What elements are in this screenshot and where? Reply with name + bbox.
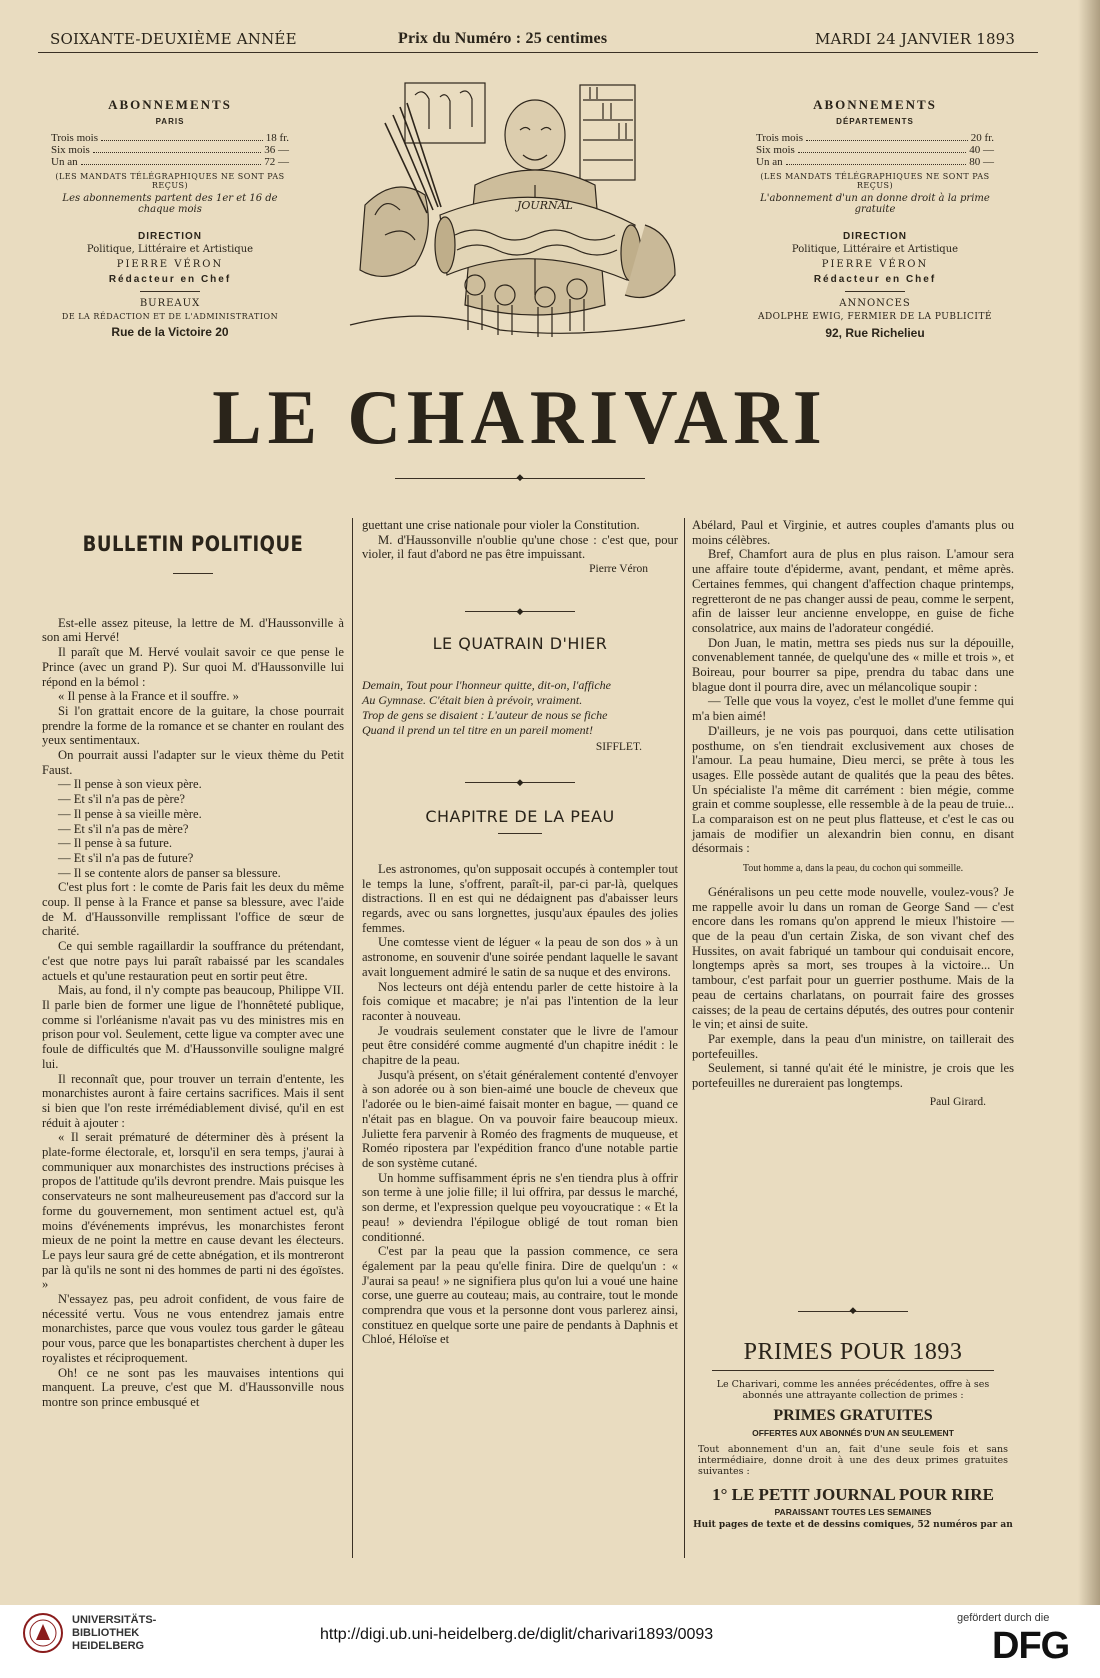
subscriptions-paris: [45, 97, 295, 339]
verse-line: Demain, Tout pour l'honneur quitte, dit-on, l'affiche: [362, 677, 612, 692]
bureaux-heading: BUREAUX: [139, 298, 201, 309]
direction-heading: DIRECTION: [138, 231, 202, 242]
paragraph: « Il serait prématuré de déterminer dès à présent la plate-forme électorale, et, lorsqu'il en sera temps, j'aurai à communiquer aux monarchistes des instructions précises à propos de l'attitude qu'ils devront prendre. Mais puisque les conservateurs ne sont malheureusement pas d'accord sur la forme du gouvernement, mon sentiment actuel est, qu'à moins d'événements imprévus, les monarchistes feront mieux de ne point la mettre en cause devant les électeurs. Le pays leur saura gré de cette abnégation, et ils montreront par là qu'ils ne sont ni des hommes de parti ni des égoïstes. »: [42, 1130, 344, 1292]
subscriptions-departements: [750, 97, 1000, 340]
funding-text: gefördert durch die: [957, 1612, 1050, 1624]
primes-announcement: [692, 1305, 1014, 1530]
rate-row: Trois mois 18 fr.: [51, 132, 289, 144]
bureaux-address: Rue de la Victoire 20: [111, 325, 229, 339]
paragraph: On pourrait aussi l'adapter sur le vieux thème du Petit Faust.: [42, 748, 344, 777]
quatrain-heading: LE QUATRAIN D'HIER: [432, 633, 608, 653]
paragraph: Oh! ce ne sont pas les mauvaises intentions qui manquent. La preuve, c'est que M. d'Haussonville nous montre son prince embusqué et: [42, 1365, 344, 1409]
paragraph: Bref, Chamfort aura de plus en plus raison. L'amour sera une affaire toute d'épiderme, avant, pendant, et même après. Certaines femmes, qui changent d'affection chaque printemps, regretteront de ne pas changer aussi de peau, comme le serpent, afin de laisser leur ancienne enveloppe, en guise de fiche consolatrice, aux mains de l'adorateur congédié.: [692, 547, 1014, 635]
editor-role: Rédacteur en Chef: [813, 274, 937, 285]
paragraph: — Et s'il n'a pas de future?: [58, 850, 194, 865]
direction-text: Politique, Littéraire et Artistique: [791, 244, 959, 255]
primes-subtitle: PRIMES GRATUITES: [773, 1407, 933, 1424]
paragraph: Seulement, si tanné qu'ait été le ministre, je crois que les portefeuilles ne dureraient pas longtemps.: [692, 1061, 1014, 1091]
paragraph: M. d'Haussonville n'oublie qu'une chose : c'est que, pour violer, il faut d'abord ne pas être impuissant.: [362, 532, 678, 562]
subs-heading: ABONNEMENTS: [813, 97, 937, 112]
bulletin-heading: BULLETIN POLITIQUE: [82, 531, 304, 557]
primes-offered: OFFERTES AUX ABONNÉS D'UN AN SEULEMENT: [752, 1428, 954, 1438]
column-middle: [362, 518, 678, 1347]
journal-banner: JOURNAL: [517, 199, 573, 212]
paragraph: Il reconnaît que, pour trouver un terrain d'entente, les monarchistes auront à faire certains sacrifices. Mais il sent si bien que l'on reste irrémédiablement divisé, qu'il en est réduit à ajouter :: [42, 1071, 344, 1130]
direction-heading: DIRECTION: [843, 231, 907, 242]
verse-line: Trop de gens se disaient : L'auteur de nous se fiche: [362, 707, 608, 722]
chapitre-heading: CHAPITRE DE LA PEAU: [425, 807, 615, 827]
date-label: MARDI 24 JANVIER 1893: [815, 30, 1016, 48]
editor-name: PIERRE VÉRON: [821, 259, 929, 270]
subs-heading: ABONNEMENTS: [108, 97, 232, 112]
paragraph: C'est par la peau que la passion commence, ce sera également par la peau qu'elle finira. Dire de quelqu'un : « J'aurai sa peau! » ne signifiera plus qu'on lui a voué une haine corse, une guerre au couteau; mais, au contraire, tout le monde comprendra que vous et la personne dont vous parlerez ainsi, constituez en quelque sorte une paire de pendants à Daphnis et Chloé, Héloïse et: [362, 1244, 678, 1347]
university-seal-icon: [22, 1612, 64, 1654]
paragraph: Je voudrais seulement constater que le livre de l'amour peut être considéré comme augmenté d'un chapitre inédit : le chapitre de la peau.: [362, 1023, 678, 1068]
primes-intro: Le Charivari, comme les années précédentes, offre à ses abonnés une attrayante collection de primes :: [716, 1379, 990, 1401]
column-rule: [684, 518, 685, 1558]
verse-line: Au Gymnase. C'était bien à prévoir, vraiment.: [362, 692, 583, 707]
paragraph: Si l'on grattait encore de la guitare, la chose pourrait prendre la forme de la romance et se chanter en roulant des yeux sentimentaux.: [42, 703, 344, 748]
library-name: UNIVERSITÄTS- BIBLIOTHEK HEIDELBERG: [72, 1614, 157, 1652]
paragraph: Ce qui semble ragaillardir la souffrance du prétendant, c'est que notre pays lui paraît rabaissé par les scandales actuels et qu'une restauration peut en sortir peut être.: [42, 939, 344, 983]
paragraph: guettant une crise nationale pour violer la Constitution.: [362, 518, 640, 532]
subs-start: Les abonnements partent des 1er et 16 de chaque mois: [62, 193, 278, 215]
verse-quote: Tout homme a, dans la peau, du cochon qui sommeille.: [742, 863, 964, 875]
editor-name: PIERRE VÉRON: [116, 259, 224, 270]
verse-line: Quand il prend un tel titre en un pareil moment!: [362, 722, 593, 737]
year-label: SOIXANTE-DEUXIÈME ANNÉE: [50, 30, 297, 48]
quatrain: [362, 678, 678, 738]
primes-terms: Tout abonnement d'un an, fait d'une seule fois et sans intermédiaire, donne droit à une des deux primes gratuites suivantes :: [698, 1444, 1008, 1477]
paragraph: Don Juan, le matin, mettra ses pieds nus sur la dépouille, convenablement tannée, de quelqu'une des « mille et trois », et Boireau, pour bourrer sa pipe, prendra du tabac dans une blague dont il pourra dire, avec un mélancolique soupir :: [692, 635, 1014, 694]
direction-text: Politique, Littéraire et Artistique: [86, 244, 254, 255]
paragraph: Nos lecteurs ont déjà entendu parler de cette histoire à la fois comique et macabre; je n'ai pas l'intention de la leur raconter à nouveau.: [362, 979, 678, 1023]
column-rule: [352, 518, 353, 1558]
editor-role: Rédacteur en Chef: [108, 274, 232, 285]
rate-row: Un an 72 —: [51, 156, 289, 168]
subs-note: (LES MANDATS TÉLÉGRAPHIQUES NE SONT PAS REÇUS): [55, 172, 285, 190]
paragraph: Jusqu'à présent, on s'était généralement contenté d'envoyer à son adorée ou à son bien-aimé une boucle de cheveux que l'adorée ou le bien-aimé faisait monter en bague, — quand ce n'était pas en blague. On va pouvoir faire beaucoup mieux. Juliette fera parvenir à Roméo des fragments de muqueuse, et Roméo ripostera par l'expédition franco d'une notable partie de son système cutané.: [362, 1067, 678, 1170]
paragraph: Un homme suffisamment épris ne s'en tiendra plus à offrir son terme à une jolie fille; il lui offrira, par dessus le marché, son derme, et l'expression quelque peu voyoucratique : « Et la peau! » deviendra l'épilogue obligé de tout roman bien conditionné.: [362, 1170, 678, 1244]
paragraph: C'est plus fort : le comte de Paris fait les deux du même coup. Il pense à la France et panse sa blessure, avec l'aide de M. d'Haussonville remplissant l'office de sœur de charité.: [42, 880, 344, 939]
rate-row: Trois mois 20 fr.: [756, 132, 994, 144]
primes-item-sub: PARAISSANT TOUTES LES SEMAINES: [774, 1507, 932, 1517]
paragraph: — Telle que vous la voyez, c'est le mollet d'une femme qui m'a bien aimé!: [692, 694, 1014, 724]
source-url[interactable]: http://digi.ub.uni-heidelberg.de/diglit/charivari1893/0093: [320, 1626, 714, 1643]
annonces-address: 92, Rue Richelieu: [825, 326, 925, 340]
signature: Pierre Véron: [589, 563, 648, 576]
paragraph: Mais, au fond, il n'y compte pas beaucoup, Philippe VII. Il parle bien de former une ligue de l'honnêteté publique, comme si l'orléanisme n'avait pas vu des ministres mis en prison pour vol. Seulement, cette ligue va compter avec une foule de difficultés que M. d'Haussonville souligne malgré lui.: [42, 983, 344, 1071]
paragraph: — Il pense à sa future.: [58, 836, 173, 851]
price-label: Prix du Numéro : 25 centimes: [398, 30, 608, 47]
paragraph: — Et s'il n'a pas de mère?: [58, 821, 189, 836]
paragraph: — Et s'il n'a pas de père?: [58, 792, 185, 807]
signature: SIFFLET.: [595, 740, 642, 753]
title-ornament: [395, 472, 645, 484]
paragraph: Généralisons un peu cette mode nouvelle, voulez-vous? Je me rappelle avoir lu dans un roman de George Sand — c'est encore dans les romans qu'on apprend le mieux l'histoire — que de la peau d'un certain Ziska, de son vivant chef des Hussites, on avait fabriqué un tambour qui conduisait encore, longtemps après sa mort, ses troupes à la victoire... Un tambour, c'est parfait pour un guerrier posthume. Mais de la peau de certains charlatans, on pourrait faire des grosses caisses; de la peau de certains députés, des outres pour contenir le vin; et ainsi de suite.: [692, 884, 1014, 1032]
rate-row: Six mois 36 —: [51, 144, 289, 156]
digitization-footer: [22, 1608, 1082, 1678]
masthead-illustration: [345, 75, 690, 345]
paragraph: D'ailleurs, je ne vois pas pourquoi, dans cette utilisation posthume, on s'en tiendrait exclusivement aux choses de l'amour. La peau humaine, Dieu merci, se prête à tous les usages. Elle possède autant de qualités que la peau des bêtes. Un spécialiste l'a même dit carrément : bien mégie, comme grain et comme souplesse, elle ressemble à de la peau de truie... La comparaison est on ne peut plus flatteuse, et c'est le cas ou jamais de modifier un alexandrin bien connu, en disant désormais :: [692, 723, 1014, 856]
dfg-logo: DFG: [992, 1625, 1070, 1667]
annonces-heading: ANNONCES: [839, 298, 911, 309]
column-right: [692, 518, 1014, 1109]
signature: Paul Girard.: [929, 1095, 986, 1108]
subs-start: L'abonnement d'un an donne droit à la prime gratuite: [760, 193, 990, 215]
paragraph: Par exemple, dans la peau d'un ministre, on taillerait des portefeuilles.: [692, 1031, 1014, 1061]
paragraph: Les astronomes, qu'on supposait occupés à contempler tout le temps la lune, s'offrent, paraît-il, par-ci par-là, quelques distractions. Il en est qui ne dédaignent pas d'abaisser leurs regards, avec ou sans lorgnettes, jusqu'aux épaules des jolies femmes.: [362, 861, 678, 935]
masthead-rule: [38, 52, 1038, 53]
paragraph: « Il pense à la France et il souffre. »: [58, 689, 239, 704]
rate-row: Un an 80 —: [756, 156, 994, 168]
paragraph: Est-elle assez piteuse, la lettre de M. d'Haussonville à son ami Hervé!: [42, 615, 344, 645]
annonces-text: ADOLPHE EWIG, FERMIER DE LA PUBLICITÉ: [757, 312, 993, 322]
rate-row: Six mois 40 —: [756, 144, 994, 156]
subs-note: (LES MANDATS TÉLÉGRAPHIQUES NE SONT PAS REÇUS): [760, 172, 990, 190]
column-bulletin: [42, 532, 344, 1410]
paragraph: Il paraît que M. Hervé voulait savoir ce que pense le Prince (avec un grand P). Sur quoi M. d'Haussonville lui répond en la bémol :: [42, 645, 344, 689]
paragraph: N'essayez pas, peu adroit confident, de vous faire de nécessité vertu. Vous ne vous entendrez jamais entre monarchistes, parce que vous voulez tous garder le gâteau pour vous, parce que les bonapartistes cherchent à duper les royalistes et réciproquement.: [42, 1292, 344, 1365]
paragraph: — Il pense à son vieux père.: [58, 777, 202, 792]
primes-title: PRIMES POUR 1893: [743, 1339, 963, 1365]
primes-item-desc: Huit pages de texte et de dessins comiques, 52 numéros par an: [693, 1520, 1013, 1530]
paragraph: Abélard, Paul et Virginie, et autres couples d'amants plus ou moins célèbres.: [692, 518, 1014, 547]
subs-city: PARIS: [155, 117, 185, 126]
subs-city: DÉPARTEMENTS: [836, 117, 914, 126]
bureaux-text: DE LA RÉDACTION ET DE L'ADMINISTRATION: [61, 312, 279, 321]
primes-item: 1° LE PETIT JOURNAL POUR RIRE: [712, 1485, 994, 1504]
paragraph: Une comtesse vient de léguer « la peau de son dos » à un astronome, en souvenir d'une soirée pendant laquelle le savant avait longuement admiré le satin de sa nuque et des environs.: [362, 935, 678, 979]
paragraph: — Il pense à sa vieille mère.: [58, 806, 202, 821]
paragraph: — Il se contente alors de panser sa blessure.: [58, 865, 281, 880]
newspaper-title: LE CHARIVARI: [212, 374, 828, 462]
